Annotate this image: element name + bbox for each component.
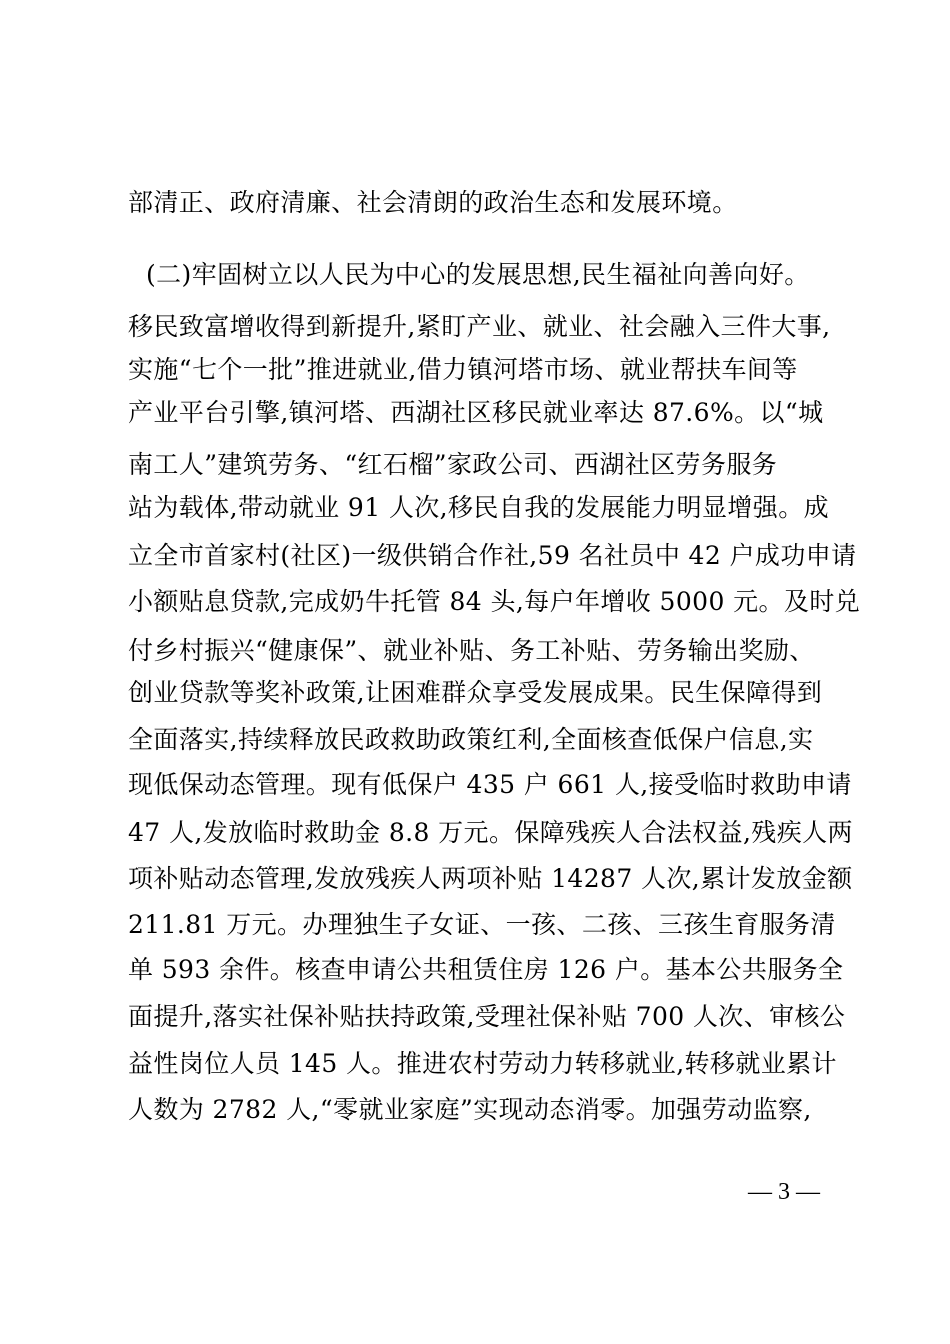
text-line: 部清正、政府清廉、社会清朗的政治生态和发展环境。	[128, 188, 738, 217]
section-heading: (二)牢固树立以人民为中心的发展思想,民生福祉向善向好。	[146, 260, 810, 289]
text-line: 面提升,落实社保补贴扶持政策,受理社保补贴 700 人次、审核公	[128, 1002, 846, 1031]
text-line: 站为载体,带动就业 91 人次,移民自我的发展能力明显增强。成	[128, 493, 830, 522]
text-line: 47 人,发放临时救助金 8.8 万元。保障残疾人合法权益,残疾人两	[128, 818, 853, 847]
text-line: 现低保动态管理。现有低保户 435 户 661 人,接受临时救助申请	[128, 770, 852, 799]
text-line: 小额贴息贷款,完成奶牛托管 84 头,每户年增收 5000 元。及时兑	[128, 587, 861, 616]
text-line: 移民致富增收得到新提升,紧盯产业、就业、社会融入三件大事,	[128, 312, 831, 341]
text-line: 人数为 2782 人,“零就业家庭”实现动态消零。加强劳动监察,	[128, 1095, 812, 1124]
text-line: 单 593 余件。核查申请公共租赁住房 126 户。基本公共服务全	[128, 955, 844, 984]
page-number: — 3 —	[748, 1179, 820, 1205]
text-line: 全面落实,持续释放民政救助政策红利,全面核查低保户信息,实	[128, 725, 814, 754]
text-line: 南工人”建筑劳务、“红石榴”家政公司、西湖社区劳务服务	[128, 450, 778, 479]
text-line: 付乡村振兴“健康保”、就业补贴、务工补贴、劳务输出奖励、	[128, 636, 815, 665]
text-line: 实施“七个一批”推进就业,借力镇河塔市场、就业帮扶车间等	[128, 355, 798, 384]
text-line: 创业贷款等奖补政策,让困难群众享受发展成果。民生保障得到	[128, 678, 823, 707]
text-line: 产业平台引擎,镇河塔、西湖社区移民就业率达 87.6%。以“城	[128, 398, 824, 427]
text-line: 项补贴动态管理,发放残疾人两项补贴 14287 人次,累计发放金额	[128, 864, 853, 893]
text-line: 立全市首家村(社区)一级供销合作社,59 名社员中 42 户成功申请	[128, 541, 857, 570]
text-line: 211.81 万元。办理独生子女证、一孩、二孩、三孩生育服务清	[128, 910, 836, 939]
text-line: 益性岗位人员 145 人。推进农村劳动力转移就业,转移就业累计	[128, 1049, 837, 1078]
